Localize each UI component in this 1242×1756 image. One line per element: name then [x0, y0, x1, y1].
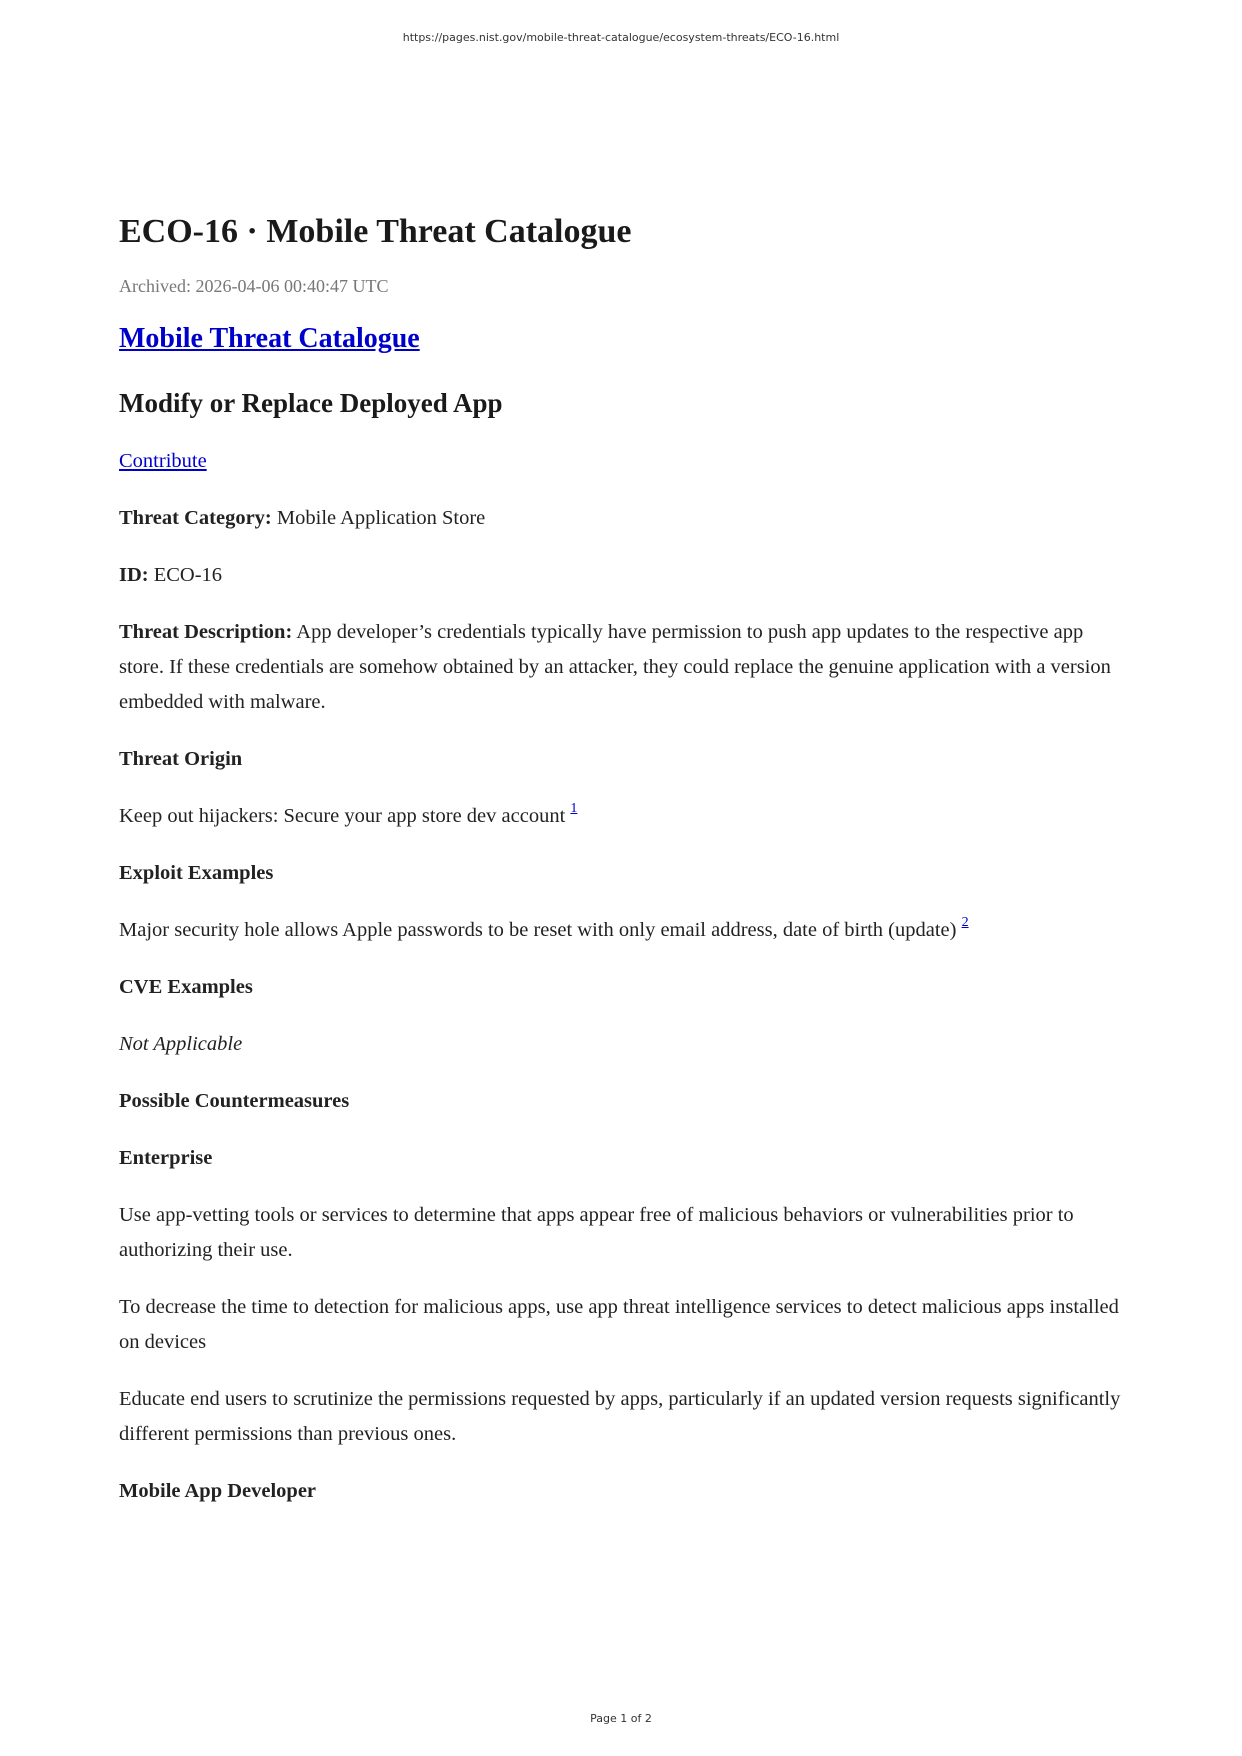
contribute-paragraph [119, 444, 1129, 479]
threat-category [119, 501, 1129, 536]
countermeasures-heading: Possible Countermeasures [119, 1090, 350, 1112]
cve-examples-value: Not Applicable [119, 1033, 243, 1055]
threat-origin-value: Keep out hijackers: Secure your app store dev account [119, 805, 566, 827]
enterprise-countermeasure-1: Use app-vetting tools or services to determine that apps appear free of malicious behaviors or vulnerabilities prior to authorizing their use. [119, 1204, 1074, 1261]
threat-description-label: Threat Description: [119, 621, 293, 643]
page-number: Page 1 of 2 [590, 1712, 652, 1725]
threat-description-value: App developer’s credentials typically have permission to push app updates to the respective app store. If these credentials are somehow obtained by an attacker, they could replace the genuine application with a version embedded with malware. [119, 621, 1111, 713]
exploit-examples-text [119, 913, 1129, 948]
enterprise-countermeasure-3: Educate end users to scrutinize the permissions requested by apps, particularly if an updated version requests significantly different permissions than previous ones. [119, 1388, 1121, 1445]
exploit-examples-ref-link[interactable]: 2 [961, 915, 969, 931]
print-header-url: https://pages.nist.gov/mobile-threat-catalogue/ecosystem-threats/ECO-16.html [402, 31, 840, 44]
exploit-examples-heading: Exploit Examples [119, 862, 274, 884]
threat-id [119, 558, 1129, 593]
page-content [119, 212, 1129, 1531]
threat-origin-ref-link[interactable]: 1 [570, 801, 578, 817]
page-title: ECO-16 · Mobile Threat Catalogue [119, 213, 632, 250]
threat-description [119, 615, 1129, 720]
threat-title: Modify or Replace Deployed App [119, 388, 503, 418]
threat-origin-heading: Threat Origin [119, 748, 243, 770]
archived-timestamp: Archived: 2026-04-06 00:40:47 UTC [119, 276, 389, 296]
threat-category-label: Threat Category: [119, 507, 272, 529]
exploit-examples-value: Major security hole allows Apple passwords to be reset with only email address, date of birth (update) [119, 919, 957, 941]
cve-examples-heading: CVE Examples [119, 976, 253, 998]
mobile-app-developer-heading: Mobile App Developer [119, 1480, 317, 1502]
threat-origin-text [119, 799, 1129, 834]
enterprise-heading: Enterprise [119, 1147, 213, 1169]
contribute-link[interactable]: Contribute [119, 450, 207, 472]
enterprise-countermeasure-2: To decrease the time to detection for malicious apps, use app threat intelligence services to detect malicious apps installed on devices [119, 1296, 1119, 1353]
threat-id-value: ECO-16 [153, 564, 223, 586]
threat-id-label: ID: [119, 564, 149, 586]
catalogue-home-link[interactable]: Mobile Threat Catalogue [119, 323, 420, 354]
threat-category-value: Mobile Application Store [276, 507, 486, 529]
